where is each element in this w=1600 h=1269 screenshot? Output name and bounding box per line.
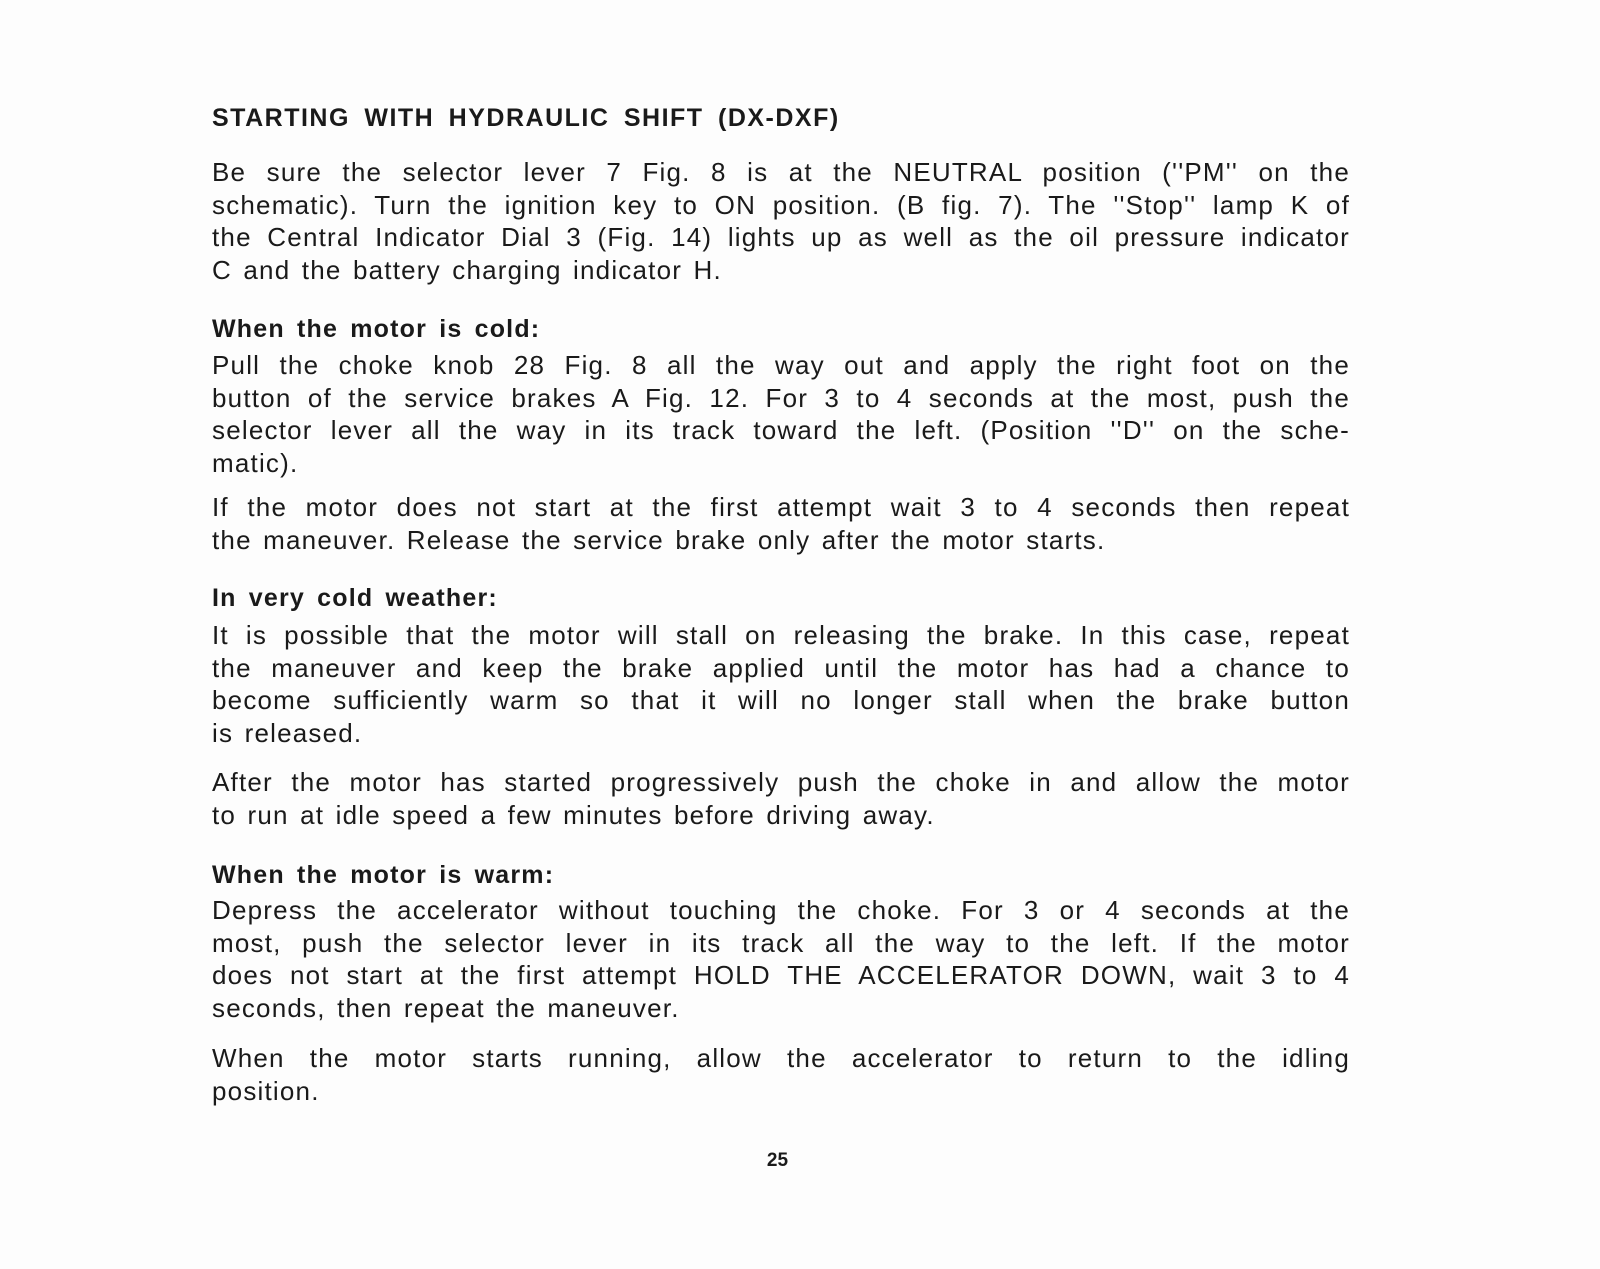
text-line: When the motor starts running, allow the accelerator to return to the idling (212, 1043, 1350, 1073)
text-line: is released. (212, 717, 363, 748)
paragraph (212, 491, 1350, 556)
page-title: STARTING WITH HYDRAULIC SHIFT (DX-DXF) (212, 104, 840, 132)
text-line: to run at idle speed a few minutes before driving away. (212, 799, 935, 830)
paragraph (212, 619, 1350, 749)
text-line: If the motor does not start at the first attempt wait 3 to 4 seconds then repeat (212, 492, 1350, 522)
text-line: does not start at the first attempt HOLD THE ACCELERATOR DOWN, wait 3 to 4 (212, 960, 1350, 991)
text-line: Be sure the selector lever 7 Fig. 8 is at the NEUTRAL position (''PM'' on the (212, 157, 1350, 187)
text-line: position. (212, 1075, 320, 1106)
text-line: become sufficiently warm so that it will no longer stall when the brake button (212, 685, 1350, 716)
text-line: most, push the selector lever in its track all the way to the left. If the motor (212, 927, 1350, 958)
text-line: the maneuver and keep the brake applied until the motor has had a chance to (212, 652, 1350, 683)
text-line: button of the service brakes A Fig. 12. For 3 to 4 seconds at the most, push the (212, 382, 1350, 413)
text-line: Pull the choke knob 28 Fig. 8 all the way out and apply the right foot on the (212, 350, 1350, 380)
paragraph (212, 156, 1350, 286)
section-heading: In very cold weather: (212, 584, 498, 612)
section-heading: When the motor is warm: (212, 861, 555, 889)
text-line: C and the battery charging indicator H. (212, 254, 722, 285)
paragraph (212, 766, 1350, 831)
text-line: seconds, then repeat the maneuver. (212, 992, 680, 1023)
text-line: schematic). Turn the ignition key to ON position. (B fig. 7). The ''Stop'' lamp K of (212, 189, 1350, 220)
paragraph (212, 1042, 1350, 1107)
page-number: 25 (766, 1150, 789, 1171)
text-line: matic). (212, 447, 299, 478)
text-line: After the motor has started progressively push the choke in and allow the motor (212, 767, 1350, 797)
text-line: the Central Indicator Dial 3 (Fig. 14) lights up as well as the oil pressure indicator (212, 222, 1350, 253)
section-heading: When the motor is cold: (212, 315, 541, 343)
text-line: selector lever all the way in its track toward the left. (Position ''D'' on the sche- (212, 415, 1350, 446)
text-line: Depress the accelerator without touching the choke. For 3 or 4 seconds at the (212, 895, 1350, 925)
paragraph (212, 894, 1350, 1024)
text-line: the maneuver. Release the service brake only after the motor starts. (212, 524, 1106, 555)
text-line: It is possible that the motor will stall on releasing the brake. In this case, repeat (212, 620, 1350, 650)
paragraph (212, 349, 1350, 479)
